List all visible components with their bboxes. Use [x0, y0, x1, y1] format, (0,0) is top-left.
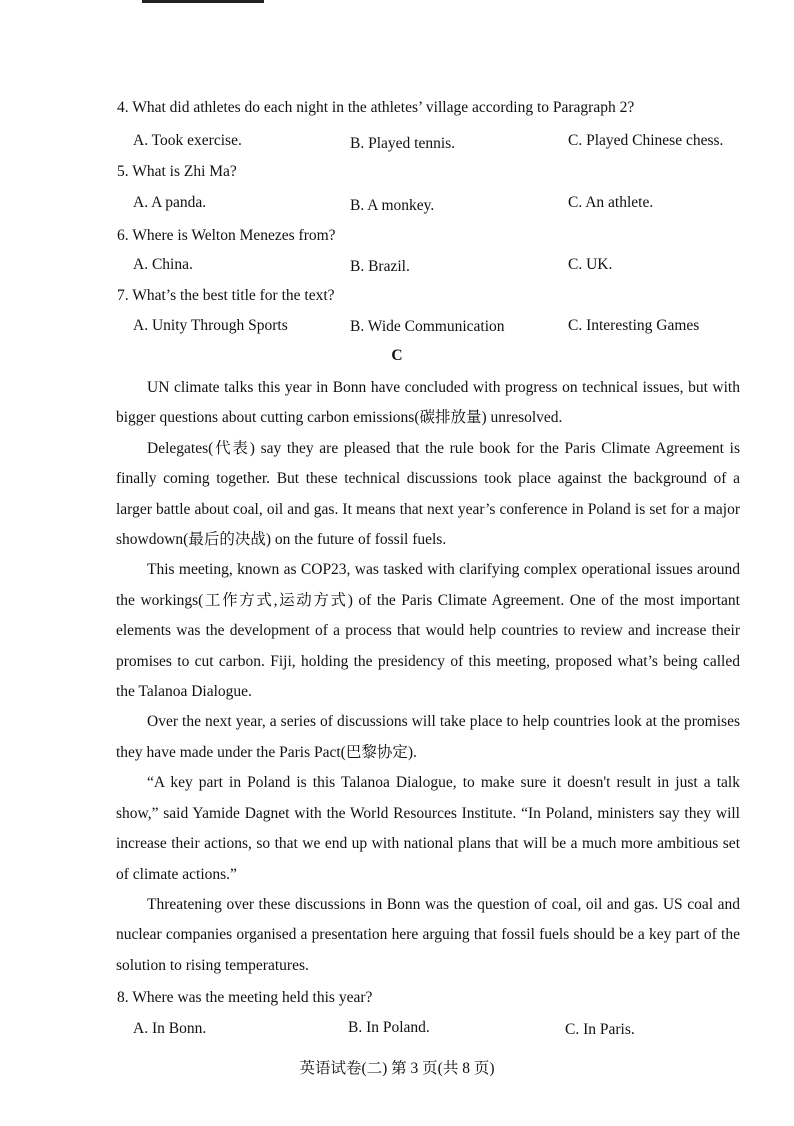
question-8-option-b: B. In Poland.: [348, 1019, 430, 1036]
question-5-stem: 5. What is Zhi Ma?: [117, 163, 237, 180]
question-8-option-c: C. In Paris.: [565, 1021, 635, 1038]
question-4-option-a: A. Took exercise.: [133, 132, 242, 149]
question-8-stem: 8. Where was the meeting held this year?: [117, 989, 373, 1006]
question-5-option-a: A. A panda.: [133, 194, 207, 211]
passage: [116, 373, 740, 981]
question-8-option-a: A. In Bonn.: [133, 1020, 207, 1037]
question-7-option-a: A. Unity Through Sports: [133, 317, 288, 334]
passage-paragraph: Delegates(代表) say they are pleased that the rule book for the Paris Climate Agreement is finally coming together. But these technical discussions took place against the background of a larger battle about coal, oil and gas. It means that next year’s conference in Poland is set for a major showdown(最后的决战) on the future of fossil fuels.: [116, 439, 740, 549]
question-7-option-b: B. Wide Communication: [350, 318, 505, 335]
question-4-option-b: B. Played tennis.: [350, 135, 456, 152]
question-6-option-a: A. China.: [133, 256, 193, 273]
question-5-option-b: B. A monkey.: [350, 197, 435, 214]
question-5-option-c: C. An athlete.: [568, 194, 654, 211]
question-7-stem: 7. What’s the best title for the text?: [117, 287, 335, 304]
question-4-stem: 4. What did athletes do each night in the athletes’ village according to Paragraph 2?: [117, 99, 635, 116]
section-heading: C: [391, 347, 403, 364]
passage-paragraph: UN climate talks this year in Bonn have concluded with progress on technical issues, but with bigger questions about cutting carbon emissions(碳排放量) unresolved.: [116, 379, 740, 427]
passage-paragraph: “A key part in Poland is this Talanoa Dialogue, to make sure it doesn't result in just a talk show,” said Yamide Dagnet with the World Resources Institute. “In Poland, ministers say they will increase their actions, so that we end up with national plans that will be a much more ambitious set of climate actions.”: [116, 774, 740, 883]
question-4-option-c: C. Played Chinese chess.: [568, 132, 724, 149]
question-7-option-c: C. Interesting Games: [568, 317, 700, 334]
question-6-stem: 6. Where is Welton Menezes from?: [117, 227, 336, 244]
passage-paragraph: Threatening over these discussions in Bonn was the question of coal, oil and gas. US coal and nuclear companies organised a presentation here arguing that fossil fuels should be a key part of the solution to rising temperatures.: [116, 895, 740, 974]
top-rule: [142, 0, 264, 3]
question-6-option-b: B. Brazil.: [350, 258, 410, 275]
passage-paragraph: This meeting, known as COP23, was tasked with clarifying complex operational issues around the workings(工作方式,运动方式) of the Paris Climate Agreement. One of the most important elements was the development of a process that would help countries to review and increase their promises to cut carbon. Fiji, holding the presidency of this meeting, proposed what’s being called the Talanoa Dialogue.: [116, 561, 740, 701]
question-6-option-c: C. UK.: [568, 256, 613, 273]
passage-paragraph: Over the next year, a series of discussions will take place to help countries look at the promises they have made under the Paris Pact(巴黎协定).: [116, 713, 740, 761]
page-footer: 英语试卷(二) 第 3 页(共 8 页): [299, 1060, 495, 1077]
